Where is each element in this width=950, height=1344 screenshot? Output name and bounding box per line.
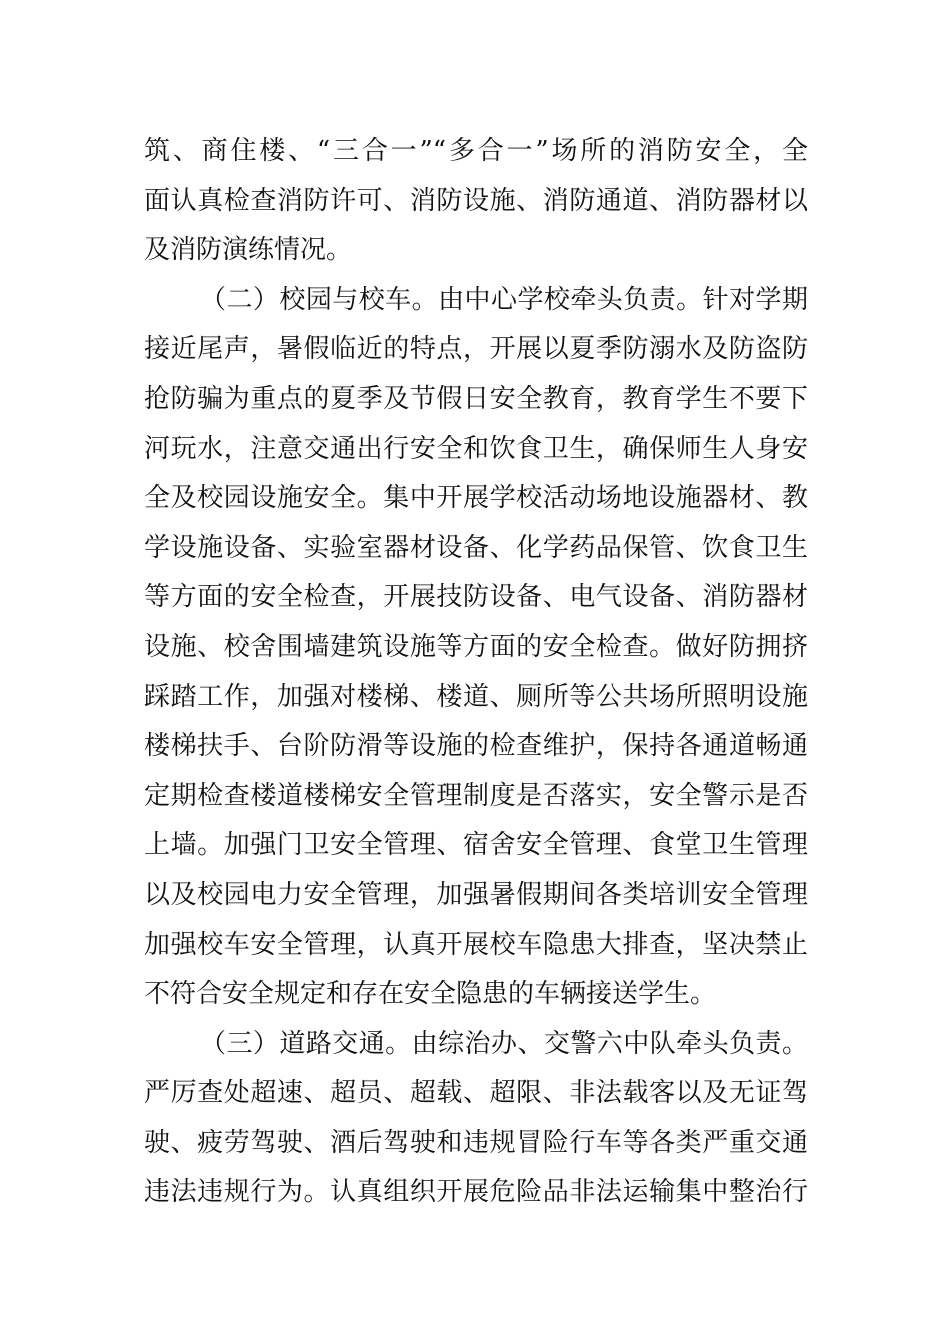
text-line: 学设施设备、实验室器材设备、化学药品保管、饮食卫生 [144, 532, 808, 563]
section-heading-line: （二）校园与校车。由中心学校牵头负责。针对学期 [200, 284, 808, 315]
section-heading-line: （三）道路交通。由综治办、交警六中队牵头负责。 [200, 1028, 808, 1059]
text-line: 抢防骗为重点的夏季及节假日安全教育，教育学生不要下 [144, 383, 808, 414]
text-line: 驶、疲劳驾驶、酒后驾驶和违规冒险行车等各类严重交通 [144, 1127, 808, 1158]
text-line: 上墙。加强门卫安全管理、宿舍安全管理、食堂卫生管理 [144, 830, 808, 861]
text-line: 以及校园电力安全管理，加强暑假期间各类培训安全管理 [144, 879, 808, 910]
text-line: 等方面的安全检查，开展技防设备、电气设备、消防器材 [144, 582, 808, 613]
text-line: 筑、商住楼、“三合一”“多合一”场所的消防安全，全 [144, 136, 808, 166]
text-line: 面认真检查消防许可、消防设施、消防通道、消防器材以 [144, 185, 808, 216]
body-text [144, 127, 808, 1218]
text-line: 不符合安全规定和存在安全隐患的车辆接送学生。 [144, 979, 717, 1010]
text-line: 楼梯扶手、台阶防滑等设施的检查维护，保持各通道畅通 [144, 731, 808, 762]
text-line: 违法违规行为。认真组织开展危险品非法运输集中整治行 [144, 1177, 808, 1208]
text-line: 及消防演练情况。 [144, 235, 353, 266]
text-line: 接近尾声，暑假临近的特点，开展以夏季防溺水及防盗防 [144, 334, 808, 365]
text-line: 河玩水，注意交通出行安全和饮食卫生，确保师生人身安 [144, 433, 808, 464]
text-line: 设施、校舍围墙建筑设施等方面的安全检查。做好防拥挤 [144, 631, 808, 662]
text-line: 定期检查楼道楼梯安全管理制度是否落实，安全警示是否 [144, 780, 808, 811]
text-line: 严厉查处超速、超员、超载、超限、非法载客以及无证驾 [144, 1078, 808, 1109]
text-line: 全及校园设施安全。集中开展学校活动场地设施器材、教 [144, 483, 808, 514]
text-line: 加强校车安全管理，认真开展校车隐患大排查，坚决禁止 [144, 929, 808, 960]
text-line: 踩踏工作，加强对楼梯、楼道、厕所等公共场所照明设施 [144, 681, 808, 712]
